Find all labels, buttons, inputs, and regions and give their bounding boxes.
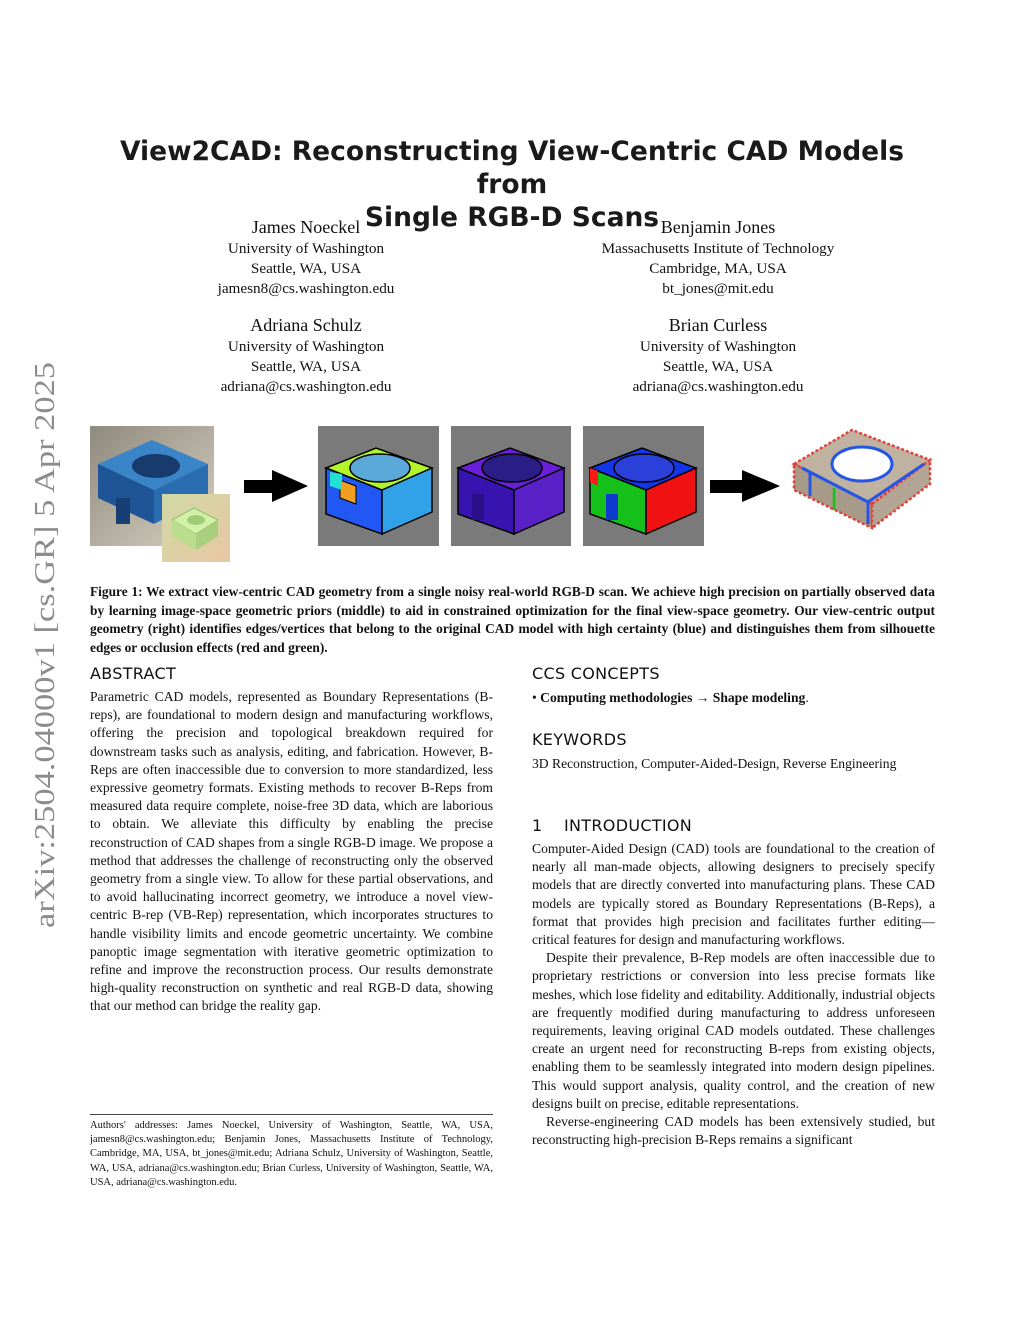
keywords-heading: KEYWORDS bbox=[532, 730, 627, 749]
introduction-paragraph: Despite their prevalence, B-Rep models are often inaccessible due to proprietary restrictions or conversion into less precise formats like meshes, which lose fidelity and editability. Additionally, industrial objects are frequently modified during manufacturing to address unforeseen requirements, leaving original CAD models outdated. These challenges create an urgent need for reconstructing B-reps from existing objects, enabling them to be seamlessly integrated into modern design pipelines. This would support analysis, quality control, and the creation of new designs built on precise, editable representations. bbox=[532, 950, 935, 1111]
author-location: Cambridge, MA, USA bbox=[649, 260, 787, 277]
ccs-end: . bbox=[805, 690, 809, 705]
author-name: Brian Curless bbox=[668, 315, 768, 335]
abstract-body bbox=[90, 688, 493, 1016]
author-affiliation: University of Washington bbox=[227, 240, 385, 257]
author-affiliation: Massachusetts Institute of Technology bbox=[601, 240, 835, 257]
author-location: Seattle, WA, USA bbox=[250, 358, 362, 375]
ccs-arrow: → bbox=[695, 690, 710, 705]
authors-addresses-footnote: Authors' addresses: James Noeckel, University of Washington, Seattle, WA, USA, jamesn8@cs.washington.edu; Benjamin Jones, Massachusetts Institute of Technology, Cambridge, MA, USA, bt_jones@mit.edu; Adriana Schulz, University of Washington, Seattle, WA, USA, adriana@cs.washington.edu; Brian Curless, University of Washington, Seattle, WA, USA, adriana@cs.washington.edu. bbox=[90, 1120, 493, 1188]
ccs-concepts-entry bbox=[532, 689, 935, 707]
figure-1-graphic bbox=[90, 424, 934, 572]
author-location: Seattle, WA, USA bbox=[250, 260, 362, 277]
edge-classification-panel bbox=[583, 426, 704, 546]
author-block-3 bbox=[126, 314, 486, 397]
introduction-paragraph: Computer-Aided Design (CAD) tools are foundational to the creation of nearly all man-made objects, allowing designers to precisely specify models that are directly converted into manufacturing plans. These CAD models are typically stored as Boundary Representations (B-Reps), a format that provides high precision and facilitates further editing—critical features for design and manufacturing workflows. bbox=[532, 841, 935, 948]
author-email: adriana@cs.washington.edu bbox=[632, 378, 804, 395]
author-block-4 bbox=[538, 314, 898, 397]
figure-1 bbox=[90, 424, 934, 572]
author-affiliation: University of Washington bbox=[227, 338, 385, 355]
author-block-2 bbox=[538, 216, 898, 299]
ccs-concepts-heading: CCS CONCEPTS bbox=[532, 664, 660, 683]
abstract-paragraph: Parametric CAD models, represented as Boundary Representations (B-reps), are foundational to modern design and manufacturing workflows, offering the precision and topological breakdown required for downstream tasks such as analysis, editing, and fabrication. However, B-Reps are often inaccessible due to conversion to more standardized, less expressive geometry formats. Existing methods to recover B-Reps from measured data require complete, noise-free 3D data, which are laborious to obtain. We alleviate this difficulty by enabling the precise reconstruction of CAD shapes from a single RGB-D image. We propose a method that addresses the challenge of reconstructing only the observed geometry from a single view. To allow for these partial observations, and to avoid hallucinating incorrect geometry, we introduce a novel view-centric B-rep (VB-Rep) representation, which incorporates structures to handle visibility limits and encode geometric uncertainty. We combine panoptic image segmentation with iterative geometric optimization to refine and improve the reconstruction process. Our results demonstrate high-quality reconstruction on synthetic and real RGB-D data, showing that our method can bridge the reality gap. bbox=[90, 689, 493, 1014]
introduction-body bbox=[532, 840, 935, 1149]
photo-hole bbox=[132, 454, 180, 478]
arxiv-stamp-graphic bbox=[18, 360, 68, 930]
author-email: bt_jones@mit.edu bbox=[662, 280, 774, 297]
arrow-right-icon bbox=[710, 470, 780, 502]
arxiv-stamp-text: arXiv:2504.04000v1 [cs.GR] 5 Apr 2025 bbox=[30, 467, 61, 928]
vbrep-output-model bbox=[794, 430, 930, 528]
keywords-text: 3D Reconstruction, Computer-Aided-Design, Reverse Engineering bbox=[532, 756, 897, 771]
ccs-subconcept: Shape modeling bbox=[712, 690, 806, 705]
geometry-prior-panel bbox=[451, 426, 571, 546]
introduction-heading: 1 INTRODUCTION bbox=[532, 816, 693, 835]
figure-1-caption: Figure 1: We extract view-centric CAD geometry from a single noisy real-world RGB-D scan. We achieve high precision on partially observed data by learning image-space geometric priors (middle) to aid in constrained optimization for the final view-space geometry. Our view-centric output geometry (right) identifies edges/vertices that belong to the original CAD model with high certainty (blue) and distinguishes them from silhouette edges or occlusion effects (red and green). bbox=[90, 584, 935, 655]
arrow-right-icon bbox=[244, 470, 308, 502]
paper-title-line-1: View2CAD: Reconstructing View-Centric CAD Models from bbox=[119, 136, 905, 200]
abstract-heading: ABSTRACT bbox=[90, 664, 177, 683]
ccs-bullet: • bbox=[532, 690, 537, 705]
paper-title-line-2: Single RGB-D Scans bbox=[364, 202, 660, 233]
segmentation-panel bbox=[318, 426, 439, 546]
author-name: James Noeckel bbox=[251, 217, 361, 237]
arxiv-stamp bbox=[18, 360, 68, 930]
author-affiliation: University of Washington bbox=[639, 338, 797, 355]
footnote-rule bbox=[90, 1114, 493, 1115]
author-location: Seattle, WA, USA bbox=[662, 358, 774, 375]
author-email: adriana@cs.washington.edu bbox=[220, 378, 392, 395]
input-depth-inset bbox=[162, 494, 230, 562]
introduction-paragraph: Reverse-engineering CAD models has been extensively studied, but reconstructing high-precision B-Reps remains a significant bbox=[532, 1114, 935, 1148]
author-name: Benjamin Jones bbox=[660, 217, 776, 237]
author-email: jamesn8@cs.washington.edu bbox=[217, 280, 395, 297]
author-name: Adriana Schulz bbox=[250, 315, 362, 335]
ccs-concept: Computing methodologies bbox=[540, 690, 693, 705]
author-block-1 bbox=[126, 216, 486, 299]
